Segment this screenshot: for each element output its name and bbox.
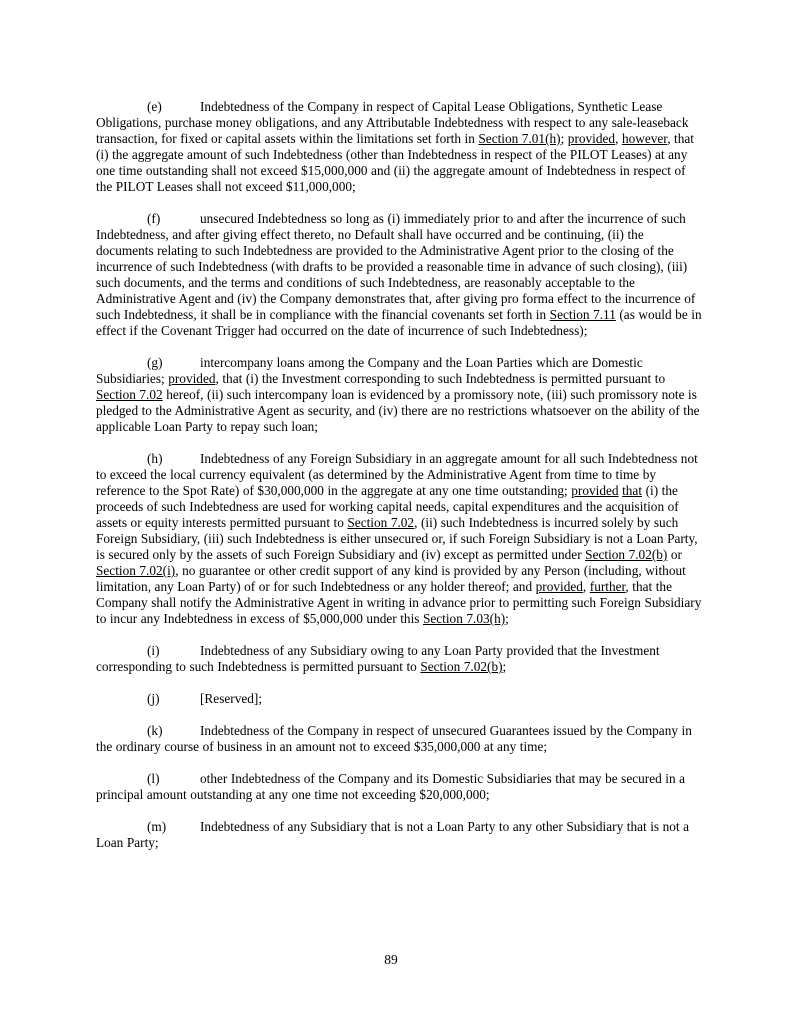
paragraph-label: (m) xyxy=(147,819,167,834)
underlined-run: Section 7.02(b) xyxy=(420,659,503,674)
underlined-run: however xyxy=(621,131,668,146)
underlined-run: Section 7.02(i) xyxy=(96,563,176,578)
text-run: intercompany loans among the Company and the Loan Parties which are Domestic Subsidiaries; xyxy=(96,355,643,386)
text-run: , no guarantee or other credit support of any kind is provided by any Person (including, without limitation, any Loan Party) of or for such Indebtedness or any holder thereof; and xyxy=(96,563,686,594)
text-run: , xyxy=(615,131,622,146)
paragraph-m xyxy=(96,819,704,851)
text-run: Indebtedness of the Company in respect of unsecured Guarantees issued by the Company in the ordinary course of business in an amount not to exceed $35,000,000 at any time; xyxy=(96,723,692,754)
underlined-run: provided xyxy=(535,579,583,594)
paragraph-f xyxy=(96,211,704,339)
paragraph-k xyxy=(96,723,704,755)
paragraph-label: (h) xyxy=(147,451,163,466)
text-run: Indebtedness of any Subsidiary that is not a Loan Party to any other Subsidiary that is not a Loan Party; xyxy=(96,819,690,850)
paragraph-l xyxy=(96,771,704,803)
underlined-run: Section 7.02(b) xyxy=(585,547,668,562)
text-run: Indebtedness of any Foreign Subsidiary in an aggregate amount for all such Indebtedness not to exceed the local currency equivalent (as determined by the Administrative Agent from time to time by reference to the Spot Rate) of $30,000,000 in the aggregate at any one time outstanding; xyxy=(96,451,698,498)
text-run: Indebtedness of the Company in respect of Capital Lease Obligations, Synthetic Lease Obligations, purchase money obligations, and any Attributable Indebtedness with respect to any sale-leaseback transaction, for fixed or capital assets within the limitations set forth in xyxy=(96,99,689,146)
text-run: Indebtedness of any Subsidiary owing to any Loan Party provided that the Investment corresponding to such Indebtedness is permitted pursuant to xyxy=(96,643,660,674)
text-run: [Reserved]; xyxy=(200,691,263,706)
paragraph-label: (e) xyxy=(147,99,162,114)
underlined-run: provided xyxy=(571,483,619,498)
paragraph-j xyxy=(96,691,704,707)
underlined-run: Section 7.02 xyxy=(96,387,163,402)
paragraph-label: (f) xyxy=(147,211,161,226)
text-run: , that (i) the Investment corresponding to such Indebtedness is permitted pursuant to xyxy=(215,371,666,386)
text-run: other Indebtedness of the Company and its Domestic Subsidiaries that may be secured in a principal amount outstanding at any one time not exceeding $20,000,000; xyxy=(96,771,686,802)
text-run: ; xyxy=(502,659,507,674)
underlined-run: that xyxy=(622,483,643,498)
underlined-run: Section 7.02 xyxy=(347,515,415,530)
underlined-run: Section 7.01(h) xyxy=(478,131,561,146)
text-run: unsecured Indebtedness so long as (i) immediately prior to and after the incurrence of such Indebtedness, and after giving effect thereto, no Default shall have occurred and be continuing, (ii) the documents relating to such Indebtedness are provided to the Administrative Agent prior to the closing of the incurrence of such Indebtedness (with drafts to be provided a reasonable time in advance of such closing), (iii) such documents, and the terms and conditions of such Indebtedness, are reasonably acceptable to the Administrative Agent and (iv) the Company demonstrates that, after giving pro forma effect to the incurrence of such Indebtedness, it shall be in compliance with the financial covenants set forth in xyxy=(96,211,696,322)
text-run: , (ii) such Indebtedness is incurred solely by such Foreign Subsidiary, (iii) such Indebtedness is either unsecured or, if such Foreign Subsidiary is not a Loan Party, is secured only by the assets of such Foreign Subsidiary and (iv) except as permitted under xyxy=(96,515,698,562)
paragraph-i xyxy=(96,643,704,675)
text-run: (i) the proceeds of such Indebtedness are used for working capital needs, capital expenditures and the acquisition of assets or equity interests permitted pursuant to xyxy=(96,483,679,530)
text-run: , that the Company shall notify the Administrative Agent in writing in advance prior to permitting such Foreign Subsidiary to incur any Indebtedness in excess of $5,000,000 under this xyxy=(96,579,702,626)
text-run: ; xyxy=(505,611,509,626)
text-run: , xyxy=(582,579,590,594)
paragraph-label: (i) xyxy=(147,643,160,658)
page-number: 89 xyxy=(384,952,398,967)
text-run: ; xyxy=(560,131,568,146)
paragraph-label: (k) xyxy=(147,723,163,738)
paragraph-label: (l) xyxy=(147,771,160,786)
underlined-run: provided xyxy=(168,371,216,386)
underlined-run: further xyxy=(589,579,626,594)
paragraph-g xyxy=(96,355,704,435)
paragraph-label: (g) xyxy=(147,355,163,370)
text-run: (as would be in effect if the Covenant Trigger had occurred on the date of incurrence of such Indebtedness); xyxy=(96,307,702,338)
underlined-run: Section 7.03(h) xyxy=(422,611,506,626)
paragraph-e xyxy=(96,99,704,195)
text-run: hereof, (ii) such intercompany loan is evidenced by a promissory note, (iii) such promissory note is pledged to the Administrative Agent as security, and (iv) there are no restrictions whatsoever on the ability of the applicable Loan Party to repay such loan; xyxy=(96,387,700,434)
underlined-run: Section 7.11 xyxy=(549,307,616,322)
text-run: , that (i) the aggregate amount of such Indebtedness (other than Indebtedness in respect of the PILOT Leases) at any one time outstanding shall not exceed $15,000,000 and (ii) the aggregate amount of Indebtedness in respect of the PILOT Leases shall not exceed $11,000,000; xyxy=(96,131,694,194)
document-body xyxy=(96,99,704,867)
paragraph-label: (j) xyxy=(147,691,160,706)
text-run: or xyxy=(667,547,682,562)
paragraph-h xyxy=(96,451,704,627)
underlined-run: provided xyxy=(567,131,616,146)
